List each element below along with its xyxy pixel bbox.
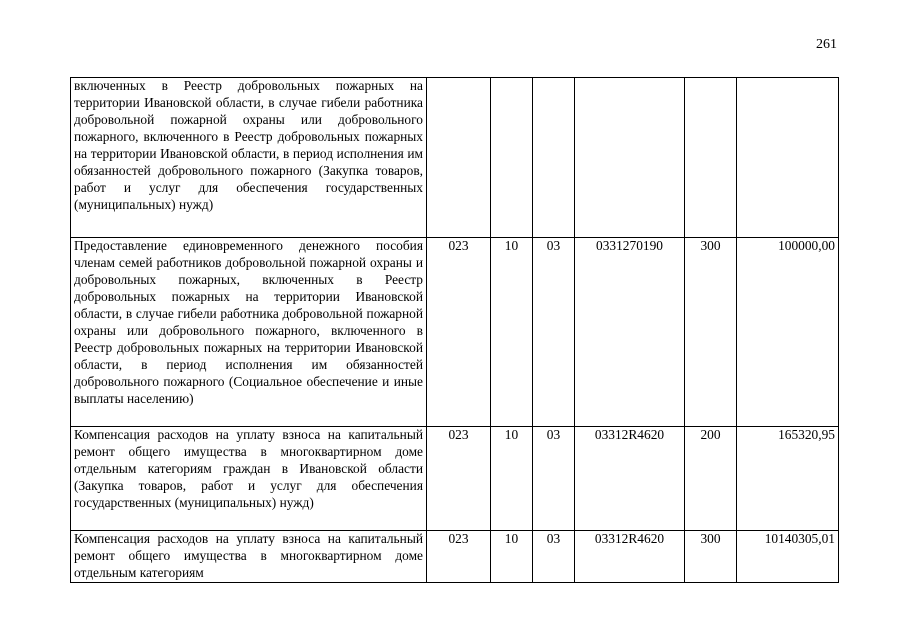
row-expense-type-code: 300: [685, 238, 737, 427]
row-expense-type-code: 200: [685, 427, 737, 531]
row-amount: 165320,95: [737, 427, 839, 531]
row-section-code: 10: [491, 531, 533, 583]
row-description: включенных в Реестр добровольных пожарных на территории Ивановской области, в случае гибели работника добровольной пожарной охраны или добровольного пожарного, включенного в Реестр добровольных пожарных на территории Ивановской области, в период исполнения им обязанностей добровольного пожарного (Закупка товаров, работ и услуг для обеспечения государственных (муниципальных) нужд): [71, 78, 427, 238]
row-target-code: 0331270190: [575, 238, 685, 427]
row-amount: 10140305,01: [737, 531, 839, 583]
table-row: [71, 78, 839, 238]
row-section-code: 10: [491, 427, 533, 531]
table-row: [71, 531, 839, 583]
row-ministry-code: [427, 78, 491, 238]
row-subsection-code: [533, 78, 575, 238]
row-section-code: [491, 78, 533, 238]
row-subsection-code: 03: [533, 427, 575, 531]
row-expense-type-code: [685, 78, 737, 238]
row-ministry-code: 023: [427, 531, 491, 583]
row-target-code: 03312R4620: [575, 531, 685, 583]
row-subsection-code: 03: [533, 531, 575, 583]
row-expense-type-code: 300: [685, 531, 737, 583]
budget-table: [70, 77, 839, 583]
row-target-code: [575, 78, 685, 238]
row-description: Предоставление единовременного денежного пособия членам семей работников добровольной пожарной охраны и добровольных пожарных, включенных в Реестр добровольных пожарных на территории Ивановской области, в случае гибели работника добровольной пожарной охраны или добровольного пожарного, включенного в Реестр добровольных пожарных на территории Ивановской области, в период исполнения им обязанностей добровольного пожарного (Социальное обеспечение и иные выплаты населению): [71, 238, 427, 427]
row-description: Компенсация расходов на уплату взноса на капитальный ремонт общего имущества в многоквартирном доме отдельным категориям: [71, 531, 427, 583]
row-description: Компенсация расходов на уплату взноса на капитальный ремонт общего имущества в многоквартирном доме отдельным категориям граждан в Ивановской области (Закупка товаров, работ и услуг для обеспечения государственных (муниципальных) нужд): [71, 427, 427, 531]
row-amount: [737, 78, 839, 238]
row-target-code: 03312R4620: [575, 427, 685, 531]
row-amount: 100000,00: [737, 238, 839, 427]
table-row: [71, 238, 839, 427]
row-section-code: 10: [491, 238, 533, 427]
page-number: 261: [816, 37, 837, 52]
table-row: [71, 427, 839, 531]
row-subsection-code: 03: [533, 238, 575, 427]
row-ministry-code: 023: [427, 427, 491, 531]
row-ministry-code: 023: [427, 238, 491, 427]
